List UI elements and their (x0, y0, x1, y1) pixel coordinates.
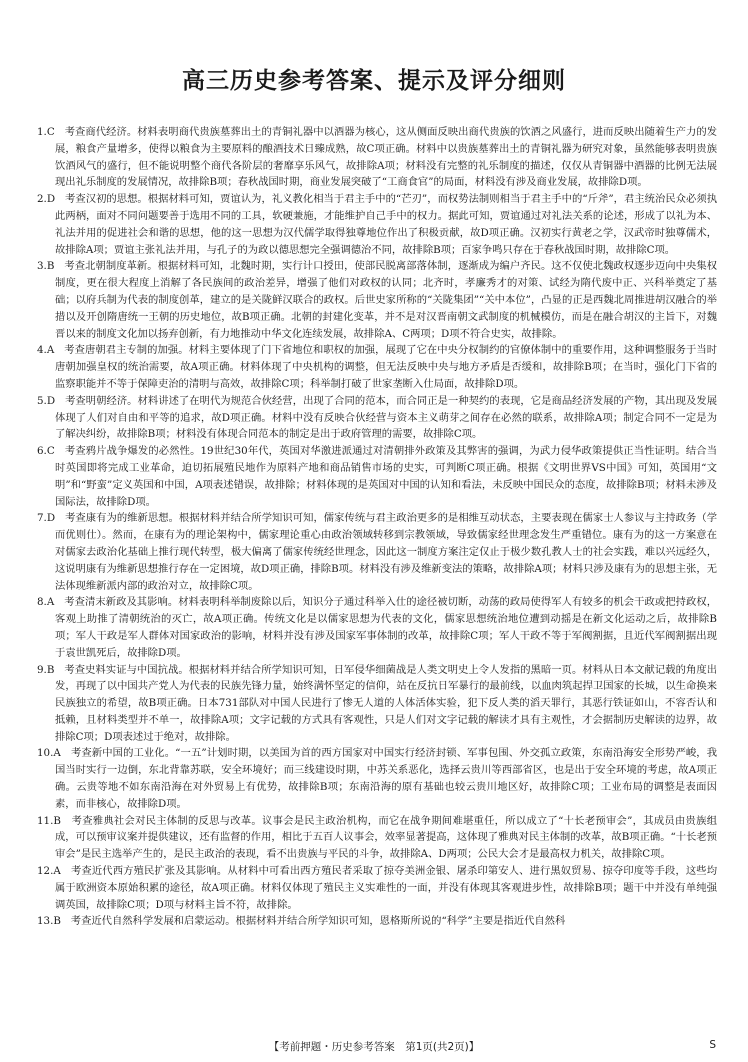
answer-number: 11.B (37, 814, 61, 827)
answer-number: 12.A (37, 865, 61, 878)
answer-text: 考查明朝经济。材料讲述了在明代为规范合伙经营，出现了合同的范本，而合同正是一种契约的表现，它是商品经济发展的产物，其出现及发展体现了人们对自由和平等的追求，故D项正确。材料中没有反映合伙经营与资本主义萌芽之间存在必然的联系，故排除A项；制定合同不一定是为了解决纠纷，故排除B项；材料没有体现合同范本的制定是出于政府管理的需要，故排除C项。 (55, 394, 717, 441)
answer-text: 考查新中国的工业化。“一五”计划时期，以美国为首的西方国家对中国实行经济封锁、军事包围、外交孤立政策，东南沿海安全形势严峻，我国当时实行一边倒，东北背靠苏联，安全环境好；而三线建设时期，中苏关系恶化，选择云贵川等西部省区，也是出于安全环境的考虑，故A项正确。云贵等地不如东南沿海在对外贸易上有优势，故排除B项；东南沿海的原有基础也较云贵川地区好，故排除C项；工业布局的调整是表面因素，而非核心，故排除D项。 (55, 747, 717, 810)
answer-text: 考查近代西方殖民扩张及其影响。从材料中可看出西方殖民者采取了掠夺美洲金银、屠杀印第安人、进行黑奴贸易、掠夺印度等手段，这些均属于欧洲资本原始积累的途径，故A项正确。材料仅体现了殖民主义实难性的一面，并没有体现其客观进步性，故排除B项；题干中并没有单纯强调英国，故排除C项；D项与材料主旨不符，故排除。 (55, 865, 718, 911)
answer-gap (61, 815, 72, 827)
answer-list (37, 124, 717, 930)
answer-text: 考查鸦片战争爆发的必然性。19世纪30年代，英国对华激进派通过对清朝排外政策及其弊害的强调，为武力侵华政策提供正当性证明。结合当时英国即将完成工业革命，迫切拓展殖民地作为原料产地和商品销售市场的史实，可判断C项正确。根据《文明世界VS中国》可知，英国用“文明”和“野蛮”定义英国和中国，A项表述错误，故排除；材料体现的是英国对中国的认知和看法，未反映中国民众的态度，故排除B项；材料未涉及国际法，故排除D项。 (55, 445, 717, 508)
answer-gap (55, 395, 65, 407)
answer-item (37, 863, 717, 913)
answer-number: 8.A (37, 596, 55, 609)
answer-text: 考查北朝制度革新。根据材料可知，北魏时期，实行计口授田，使部民脱离部落体制，逐渐成为编户齐民。这不仅使北魏政权逐步迈向中央集权制度，更在很大程度上消解了各民族间的政治差异，增强了他们对政权的认同；北齐时，孝廉秀才的对策、试经为隋代废中正、兴科举奠定了基础；以府兵制为代表的制度创革，建立的是关陇鲜汉联合的政权。后世史家所称的“关陇集团”“关中本位”，凸显的正是西魏北周推进胡汉融合的举措以及开创隋唐统一王朝的历史地位，故B项正确。北朝的封建化变革，并不是对汉晋南朝文武制度的机械模仿，而是在融合胡汉的主旨下，对魏晋以来的制度文化加以扬弃创新，有力地推动中华文化连续发展，故排除A、C两项；D项不符合史实，故排除。 (55, 260, 717, 340)
answer-gap (54, 596, 64, 608)
answer-gap (61, 915, 71, 927)
answer-item (37, 510, 717, 594)
answer-gap (55, 512, 65, 524)
answer-gap (55, 445, 65, 457)
answer-number: 13.B (37, 915, 61, 928)
answer-item (37, 594, 717, 661)
answer-number: 7.D (37, 512, 56, 525)
answer-item (37, 813, 717, 863)
answer-number: 3.B (37, 260, 55, 273)
answer-gap (61, 747, 71, 759)
answer-gap (54, 664, 64, 676)
answer-item (37, 191, 717, 258)
answer-number: 5.D (37, 394, 56, 407)
answer-text: 考查康有为的维新思想。根据材料并结合所学知识可知，儒家传统与君主政治更多的是相维互动状态，主要表现在儒家士人参议与主持政务（学而优则仕）。然而，在康有为的理论架构中，儒家理论重心由政治领域转移到宗教领域，导致儒家经世理念发生严重错位。康有为的这一方案意在对儒家去政治化基础上推行现代转型，极大偏离了儒家传统经世理念，因此这一制度方案注定仅止于极少数孔教人士的社会实践，难以兴远经久，这说明康有为维新思想推行存在一定困境，故D项正确，排除B项。材料没有涉及维新变法的策略，故排除A项；材料只涉及康有为的思想主张，无法体现维新派内部的政治对立，故排除C项。 (55, 512, 717, 592)
answer-number: 1.C (37, 126, 55, 138)
answer-gap (55, 193, 65, 205)
answer-number: 6.C (37, 445, 55, 458)
answer-item (37, 393, 717, 443)
answer-gap (55, 126, 65, 138)
answer-gap (54, 344, 64, 356)
answer-number: 10.A (37, 747, 61, 760)
answer-text: 考查雅典社会对民主体制的反思与改革。议事会是民主政治机构，而它在战争期间难堪重任，所以成立了“十长老预审会”，其成员由贵族组成，可以预审议案并提供建议，还有监督的作用，相比于五百人议事会，效率显著提高，这体现了雅典对民主体制的改革，故B项正确。“十长老预审会”是民主选举产生的，是民主政治的表现，看不出贵族与平民的斗争，故排除A、D两项；公民大会才是最高权力机关，故排除C项。 (55, 814, 718, 861)
corner-mark: S (709, 1039, 716, 1051)
answer-text: 考查汉初的思想。根据材料可知，贾谊认为，礼义教化相当于君主手中的“芒刃”，而权势法制则相当于君主手中的“斤斧”，君主统治民众必须执此两柄，面对不同问题要善于选用不同的工具，软硬兼施，才能维护自己手中的权力。据此可知，贾谊通过对礼法关系的论述，形成了以礼为本、礼法并用的促进社会和谐的思想，他的这一思想为汉代儒学取得独尊地位作出了积极贡献，故D项正确。汉初实行黄老之学，汉武帝时独尊儒术，故排除A项；贾谊主张礼法并用，与孔子的为政以德思想完全强调德治不同，故排除B项；百家争鸣只存在于春秋战国时期，故排除C项。 (55, 193, 717, 256)
answer-item (37, 662, 717, 746)
answer-item (37, 913, 717, 930)
answer-item (37, 124, 717, 191)
answer-item (37, 745, 717, 812)
answer-text: 考查近代自然科学发展和启蒙运动。根据材料并结合所学知识可知，恩格斯所说的“科学”主要是指近代自然科 (70, 915, 566, 928)
answer-gap (54, 260, 64, 272)
answer-item (37, 258, 717, 342)
page-title: 高三历史参考答案、提示及评分细则 (182, 68, 566, 94)
answer-number: 2.D (37, 193, 56, 206)
answer-text: 考查唐朝君主专制的加强。材料主要体现了门下省地位和职权的加强，展现了它在中央分权制约的官僚体制中的重要作用，这种调整服务于当时唐朝加强皇权的统治需要，故A项正确。材料体现了中央机构的调整，但无法反映中央与地方矛盾是否缓和，故排除B项；在当时，强化门下省的监察职能并不等于保障吏治的清明与高效，故排除C项；科举制打破了世家垄断入仕局面，故排除D项。 (55, 344, 717, 390)
page-footer: 【考前押题・历史参考答案 第1页(共2页)】 (268, 1041, 480, 1053)
answer-number: 4.A (37, 344, 55, 357)
answer-text: 考查史料实证与中国抗战。根据材料并结合所学知识可知，日军侵华细菌战是人类文明史上令人发指的黑暗一页。材料从日本文献记载的角度出发，再现了以中国共产党人为代表的民族先锋力量，始终满怀坚定的信仰，站在反抗日军暴行的最前线，以血肉筑起捍卫国家的长城，以生命换来民族独立的希望，故B项正确。日本731部队对中国人民进行了惨无人道的人体活体实验，犯下反人类的滔天罪行，其恶行铁证如山，不容否认和抵赖，且材料类型并不单一，故排除A项；文字记载的方式具有客观性，只是人们对文字记载的解读才具有主观性，才会据制历史解读的边界，故排除C项；D项表述过于绝对，故排除。 (55, 663, 717, 743)
answer-text: 考查商代经济。材料表明商代贵族墓葬出土的青铜礼器中以酒器为核心，这从侧面反映出商代贵族的饮酒之风盛行，进而反映出随着生产力的发展，粮食产量增多，使得以粮食为主要原料的酿酒技术日臻成熟，故C项正确。材料中以贵族墓葬出土的青铜礼器为研究对象，虽然能够表明贵族饮酒风气的盛行，但不能说明整个商代各阶层的奢靡享乐风气，故排除A项；材料没有完整的礼乐制度的描述，仅仅从青铜器中酒器的比例无法展现出礼乐制度的发展情况，故排除B项；春秋战国时期，商业发展突破了“工商食官”的局面，材料没有涉及商业发展，故排除D项。 (55, 126, 717, 189)
answer-item (37, 342, 717, 392)
answer-number: 9.B (37, 663, 55, 676)
answer-gap (61, 865, 71, 877)
answer-text: 考查清末新政及其影响。材料表明科举制废除以后，知识分子通过科举入仕的途径被切断，动荡的政局使得军人有较多的机会干政或把持政权，客观上助推了清朝统治的灭亡，故A项正确。传统文化是以儒家思想为代表的文化，儒家思想统治地位遭到动摇是在新文化运动之后，故排除B项；军人干政是军人群体对国家政治的影响，材料并没有涉及国家军事体制的改革，故排除C项；军人干政不等于军阀割据，且近代军阀割据出现于袁世凯死后，故排除D项。 (55, 596, 717, 659)
answer-item (37, 443, 717, 510)
